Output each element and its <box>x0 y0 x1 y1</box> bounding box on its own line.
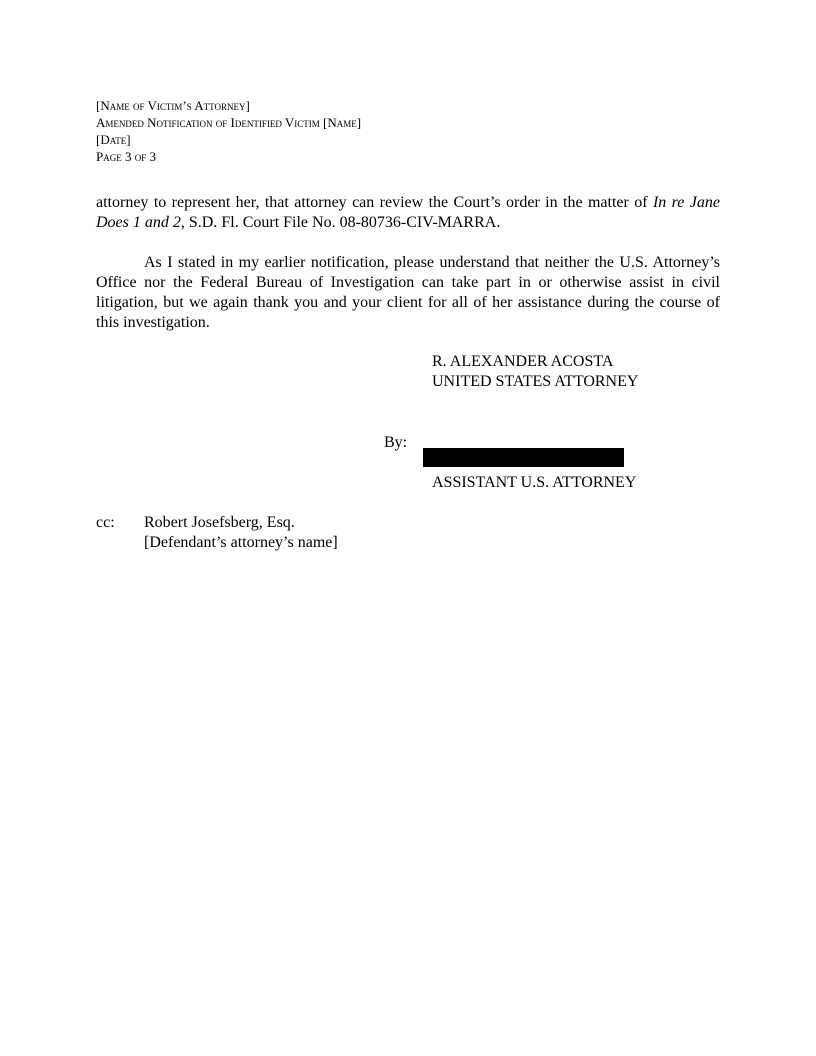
paragraph-continuation <box>96 193 720 233</box>
signatory-name: R. ALEXANDER ACOSTA <box>432 353 614 370</box>
case-file-number: , S.D. Fl. Court File No. 08-80736-CIV-MARRA. <box>180 214 501 231</box>
cc-recipient: [Defendant’s attorney’s name] <box>144 534 338 551</box>
cc-label: cc: <box>96 514 115 531</box>
header-attorney-name: [Name of Victim’s Attorney] <box>96 98 250 113</box>
page-header <box>96 97 361 165</box>
header-page-number: Page 3 of 3 <box>96 149 156 164</box>
case-name: In re Jane Does 1 and 2 <box>96 194 721 231</box>
assistant-attorney-title: ASSISTANT U.S. ATTORNEY <box>432 474 637 491</box>
paragraph-continuation-text: attorney to represent her, that attorney can review the Court’s order in the matter of <box>96 194 653 211</box>
header-date: [Date] <box>96 132 131 147</box>
signatory-title: UNITED STATES ATTORNEY <box>432 373 639 390</box>
by-label: By: <box>384 434 408 451</box>
header-notification-title: Amended Notification of Identified Victim [Name] <box>96 115 362 130</box>
cc-recipient: Robert Josefsberg, Esq. <box>144 514 295 531</box>
paragraph-civil-litigation-notice: As I stated in my earlier notification, please understand that neither the U.S. Attorney’s Office nor the Federal Bureau of Investigation can take part in or otherwise assist in civil litigation, but we again thank you and your client for all of her assistance during the course of this investigation. <box>96 254 720 331</box>
redacted-signature <box>423 448 624 467</box>
